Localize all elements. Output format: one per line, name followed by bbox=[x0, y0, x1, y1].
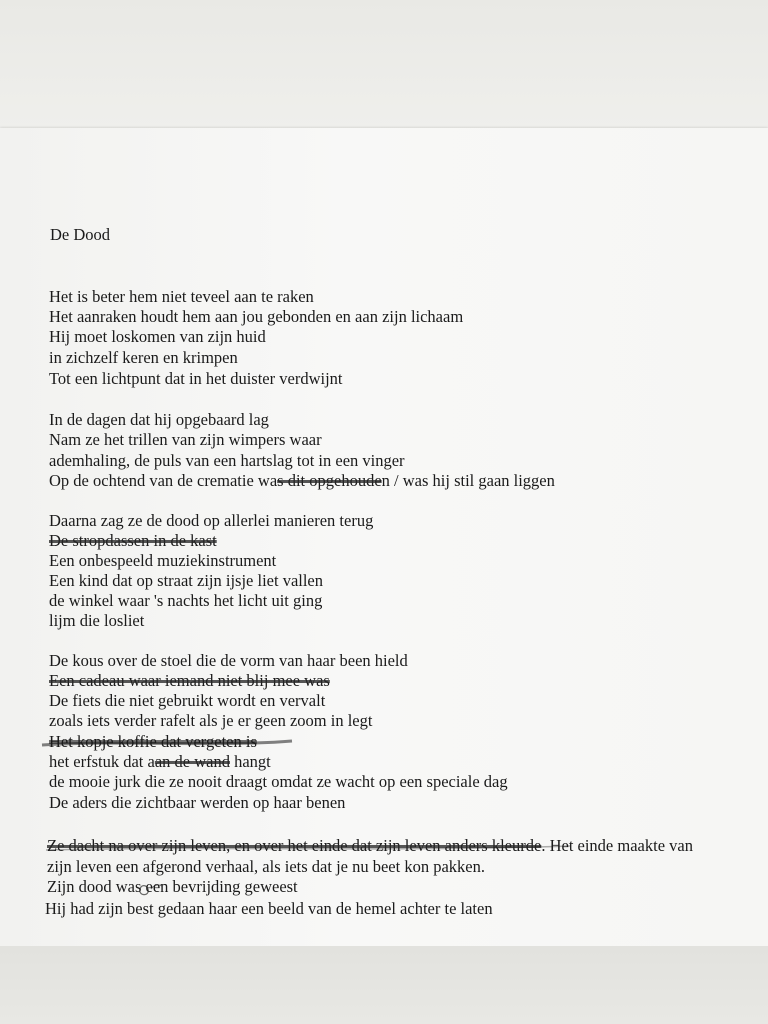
poem-line: zijn leven een afgerond verhaal, als iets dat je nu beet kon pakken. bbox=[47, 857, 485, 876]
poem-line-with-edit bbox=[49, 471, 555, 491]
poem-line: Een kind dat op straat zijn ijsje liet vallen bbox=[49, 571, 324, 590]
poem-line: Tot een lichtpunt dat in het duister verdwijnt bbox=[49, 369, 343, 388]
poem-title: De Dood bbox=[50, 225, 111, 244]
background-bottom bbox=[0, 946, 768, 1024]
poem-line: ademhaling, de puls van een hartslag tot in een vinger bbox=[49, 451, 405, 470]
poem-line: Het is beter hem niet teveel aan te raken bbox=[49, 287, 314, 306]
poem-line: De fiets die niet gebruikt wordt en vervalt bbox=[49, 691, 326, 710]
struck-out-line: Een cadeau waar iemand niet blij mee was bbox=[49, 671, 330, 690]
text-segment: hangt bbox=[229, 752, 271, 771]
poem-line: Een onbespeeld muziekinstrument bbox=[49, 551, 277, 570]
poem-line: Het aanraken houdt hem aan jou gebonden en aan zijn lichaam bbox=[49, 307, 464, 326]
struck-out-text: an de wand bbox=[154, 752, 230, 771]
poem-line: De kous over de stoel die de vorm van haar been hield bbox=[49, 651, 408, 670]
poem-line: Zijn dood was een bevrijding geweest bbox=[47, 877, 298, 896]
poem-line: De aders die zichtbaar werden op haar benen bbox=[49, 793, 346, 812]
poem-line: in zichzelf keren en krimpen bbox=[49, 348, 238, 367]
poem-line: de winkel waar 's nachts het licht uit ging bbox=[49, 591, 323, 610]
poem-line: de mooie jurk die ze nooit draagt omdat ze wacht op een speciale dag bbox=[49, 772, 508, 791]
struck-out-line: De stropdassen in de kast bbox=[49, 531, 217, 550]
struck-out-line: Het kopje koffie dat vergeten is bbox=[49, 732, 257, 751]
poem-line: Daarna zag ze de dood op allerlei manieren terug bbox=[49, 511, 374, 530]
poem-line: Hij moet loskomen van zijn huid bbox=[49, 327, 266, 346]
text-segment: . Het einde maakte van bbox=[541, 836, 693, 855]
text-segment: n / was hij stil gaan liggen bbox=[381, 471, 555, 490]
struck-out-text: Ze dacht na over zijn leven, en over het einde dat zijn leven anders kleurde bbox=[47, 836, 542, 855]
poem-line-with-edit bbox=[47, 836, 693, 856]
poem-line: In de dagen dat hij opgebaard lag bbox=[49, 410, 269, 429]
poem-line: Hij had zijn best gedaan haar een beeld van de hemel achter te laten bbox=[45, 899, 493, 918]
background-top bbox=[0, 0, 768, 130]
text-segment: Op de ochtend van de crematie wa bbox=[49, 471, 278, 490]
poem-line: Nam ze het trillen van zijn wimpers waar bbox=[49, 430, 322, 449]
poem-line-with-edit bbox=[49, 752, 271, 772]
text-segment: het erfstuk dat a bbox=[49, 752, 155, 771]
poem-line: lijm die losliet bbox=[49, 611, 145, 630]
poem-line: zoals iets verder rafelt als je er geen zoom in legt bbox=[49, 711, 373, 730]
struck-out-text: s dit opgehoude bbox=[277, 471, 382, 490]
